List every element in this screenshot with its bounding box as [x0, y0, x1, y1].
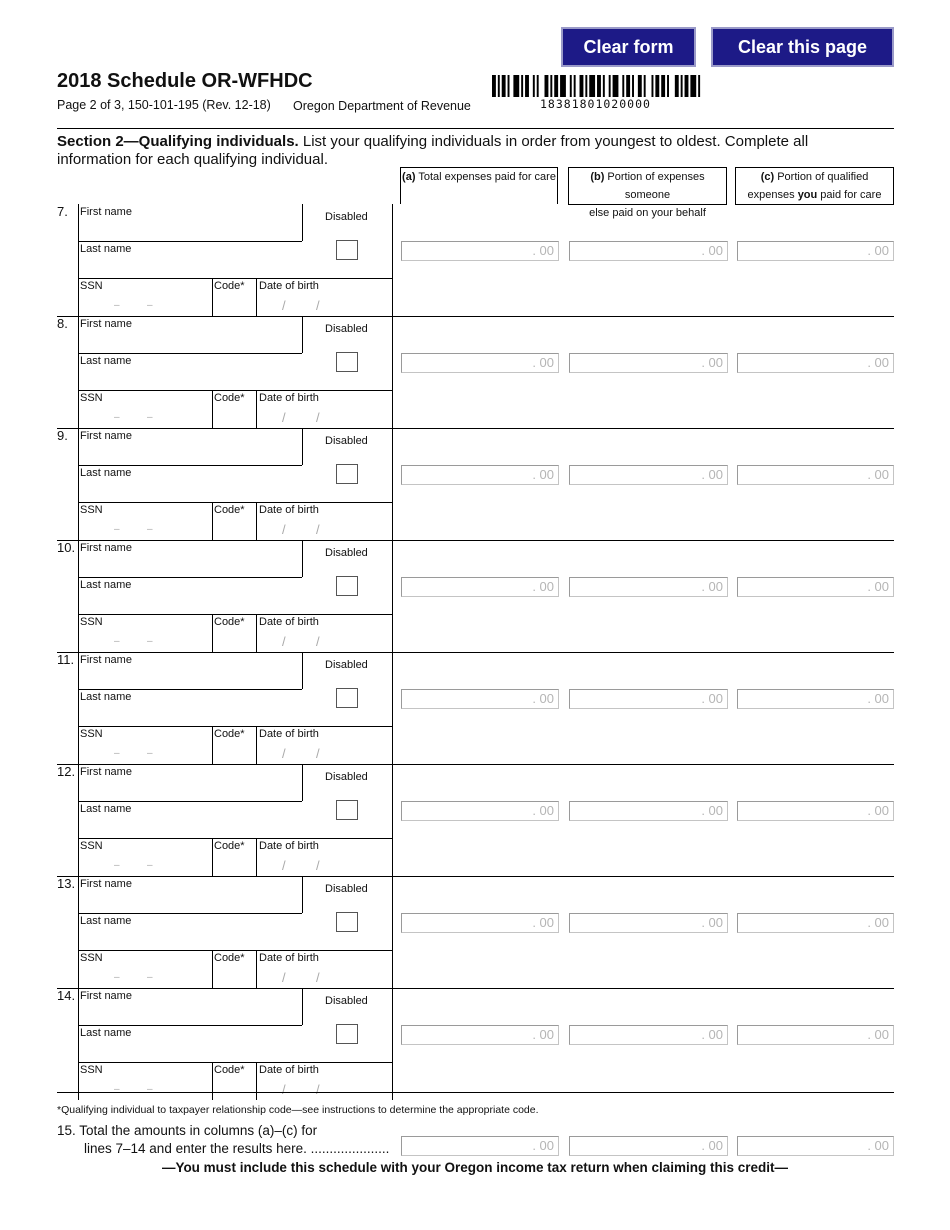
disabled-checkbox[interactable] [336, 1024, 358, 1044]
code-dob-divider [256, 726, 257, 764]
column-b-text-2: else paid on your behalf [589, 207, 706, 219]
dob-separator: / [316, 858, 320, 873]
barcode-bar [570, 75, 572, 97]
column-a-letter: (a) [402, 171, 416, 183]
first-name-underline [78, 465, 302, 466]
first-name-underline [78, 801, 302, 802]
dob-separator: / [316, 410, 320, 425]
dob-label: Date of birth [259, 728, 319, 740]
total-expenses-input[interactable]: . 00 [401, 353, 559, 373]
first-name-label: First name [80, 318, 132, 330]
last-name-label: Last name [80, 579, 132, 591]
total-expenses-input[interactable]: . 00 [401, 913, 559, 933]
ssn-label: SSN [80, 392, 103, 404]
column-c-text: Portion of qualified [774, 171, 869, 183]
you-paid-input[interactable]: . 00 [737, 913, 894, 933]
code-dob-divider [256, 950, 257, 988]
line15-total-b-input[interactable]: . 00 [569, 1136, 728, 1156]
ssn-separator: – [147, 412, 153, 423]
line-number: 10. [57, 540, 76, 555]
barcode-bar [638, 75, 642, 97]
dob-separator: / [282, 298, 286, 313]
barcode-bar [632, 75, 634, 97]
section-heading [57, 133, 857, 169]
column-header-a [400, 167, 558, 204]
ssn-label: SSN [80, 840, 103, 852]
first-name-label: First name [80, 430, 132, 442]
row-left-rule [78, 428, 79, 540]
ssn-separator: – [114, 636, 120, 647]
section-heading-bold: Section 2—Qualifying individuals. [57, 133, 299, 150]
ssn-code-divider [212, 390, 213, 428]
first-name-label: First name [80, 878, 132, 890]
row-left-rule [78, 316, 79, 428]
last-name-underline [78, 614, 392, 615]
disabled-checkbox[interactable] [336, 576, 358, 596]
disabled-checkbox[interactable] [336, 912, 358, 932]
qualifying-individual-row [57, 316, 894, 428]
column-c-text-2c: paid for care [817, 189, 882, 201]
column-b-letter: (b) [590, 171, 605, 183]
dob-label: Date of birth [259, 504, 319, 516]
ssn-separator: – [147, 972, 153, 983]
code-dob-divider [256, 838, 257, 876]
others-paid-input[interactable]: . 00 [569, 913, 728, 933]
ssn-label: SSN [80, 616, 103, 628]
dob-label: Date of birth [259, 1064, 319, 1076]
name-divider [302, 764, 303, 801]
barcode-bar [545, 75, 549, 97]
ssn-separator: – [114, 972, 120, 983]
ssn-separator: – [147, 748, 153, 759]
dob-separator: / [316, 298, 320, 313]
row-left-rule [78, 764, 79, 876]
barcode-bar [613, 75, 619, 97]
qualifying-individual-row [57, 540, 894, 652]
dob-label: Date of birth [259, 840, 319, 852]
first-name-label: First name [80, 206, 132, 218]
header-divider [57, 128, 894, 129]
dob-separator: / [316, 634, 320, 649]
dob-separator: / [282, 410, 286, 425]
row-top-rule [57, 876, 894, 877]
you-paid-input[interactable]: . 00 [737, 1025, 894, 1045]
barcode-bar [661, 75, 665, 97]
ssn-separator: – [147, 1084, 153, 1095]
ssn-label: SSN [80, 1064, 103, 1076]
row-mid-rule [392, 876, 393, 988]
column-c-text-2b: you [797, 189, 818, 201]
total-expenses-input[interactable]: . 00 [401, 801, 559, 821]
last-name-label: Last name [80, 915, 132, 927]
row-top-rule [57, 428, 894, 429]
others-paid-input[interactable]: . 00 [569, 465, 728, 485]
barcode-bar [675, 75, 679, 97]
line-number: 14. [57, 988, 76, 1003]
code-dob-divider [256, 278, 257, 316]
barcode-bar [574, 75, 576, 97]
qualifying-individual-row [57, 204, 894, 316]
qualifying-individual-row [57, 988, 894, 1100]
total-expenses-input[interactable]: . 00 [401, 577, 559, 597]
row-mid-rule [392, 316, 393, 428]
row-mid-rule [392, 428, 393, 540]
barcode-bar [560, 75, 566, 97]
disabled-label: Disabled [325, 883, 368, 895]
disabled-label: Disabled [325, 435, 368, 447]
department-name: Oregon Department of Revenue [293, 99, 471, 113]
barcode-bar [554, 75, 558, 97]
line-number: 11. [57, 652, 75, 667]
ssn-code-divider [212, 1062, 213, 1100]
dob-separator: / [282, 634, 286, 649]
code-label: Code* [214, 504, 245, 516]
row-top-rule [57, 988, 894, 989]
barcode-bar [681, 75, 683, 97]
column-header-c [735, 167, 894, 205]
ssn-separator: – [147, 636, 153, 647]
dob-separator: / [282, 1082, 286, 1097]
row-left-rule [78, 204, 79, 316]
row-top-rule [57, 540, 894, 541]
form-title: 2018 Schedule OR-WFHDC [57, 70, 313, 92]
barcode-image [492, 75, 704, 97]
row-mid-rule [392, 988, 393, 1100]
ssn-separator: – [114, 412, 120, 423]
first-name-label: First name [80, 766, 132, 778]
column-b-text: Portion of expenses someone [604, 171, 705, 201]
line-number: 12. [57, 764, 76, 779]
disabled-label: Disabled [325, 995, 368, 1007]
row-mid-rule [392, 652, 393, 764]
barcode-bar [502, 75, 506, 97]
ssn-separator: – [147, 860, 153, 871]
code-label: Code* [214, 728, 245, 740]
barcode-bar [533, 75, 535, 97]
last-name-label: Last name [80, 691, 132, 703]
code-label: Code* [214, 392, 245, 404]
disabled-checkbox[interactable] [336, 464, 358, 484]
last-name-underline [78, 726, 392, 727]
total-expenses-input[interactable]: . 00 [401, 689, 559, 709]
qualifying-individual-row [57, 876, 894, 988]
ssn-separator: – [114, 748, 120, 759]
ssn-separator: – [114, 300, 120, 311]
column-c-letter: (c) [760, 171, 775, 183]
section-heading-text: List your qualifying individuals in order from youngest to oldest. Complete all information for each qualifying individual. [57, 133, 809, 168]
row-top-rule [57, 764, 894, 765]
column-c-text-2a: expenses [747, 189, 798, 201]
you-paid-input[interactable]: . 00 [737, 465, 894, 485]
last-name-label: Last name [80, 1027, 132, 1039]
code-dob-divider [256, 390, 257, 428]
row-top-rule [57, 316, 894, 317]
dob-separator: / [282, 858, 286, 873]
dob-separator: / [316, 970, 320, 985]
ssn-separator: – [147, 300, 153, 311]
ssn-label: SSN [80, 280, 103, 292]
total-expenses-input[interactable]: . 00 [401, 241, 559, 261]
ssn-label: SSN [80, 504, 103, 516]
code-label: Code* [214, 840, 245, 852]
last-name-label: Last name [80, 355, 132, 367]
barcode-bar [550, 75, 552, 97]
disabled-checkbox[interactable] [336, 240, 358, 260]
row-left-rule [78, 652, 79, 764]
others-paid-input[interactable]: . 00 [569, 353, 728, 373]
barcode-bar [698, 75, 700, 97]
dob-separator: / [282, 746, 286, 761]
you-paid-input[interactable]: . 00 [737, 353, 894, 373]
disabled-label: Disabled [325, 211, 368, 223]
barcode-bar [609, 75, 611, 97]
barcode-bar [685, 75, 689, 97]
others-paid-input[interactable]: . 00 [569, 241, 728, 261]
include-schedule-notice: —You must include this schedule with your Oregon income tax return when claiming this credit— [161, 1160, 789, 1175]
ssn-separator: – [147, 524, 153, 535]
you-paid-input[interactable]: . 00 [737, 689, 894, 709]
first-name-label: First name [80, 990, 132, 1002]
disabled-label: Disabled [325, 547, 368, 559]
others-paid-input[interactable]: . 00 [569, 1025, 728, 1045]
code-label: Code* [214, 952, 245, 964]
you-paid-input[interactable]: . 00 [737, 241, 894, 261]
page-info: Page 2 of 3, 150-101-195 (Rev. 12-18) [57, 98, 271, 112]
disabled-label: Disabled [325, 771, 368, 783]
last-name-underline [78, 950, 392, 951]
barcode-bar [667, 75, 669, 97]
ssn-separator: – [114, 524, 120, 535]
line-number: 9. [57, 428, 68, 443]
dob-separator: / [316, 746, 320, 761]
others-paid-input[interactable]: . 00 [569, 577, 728, 597]
dob-separator: / [282, 522, 286, 537]
ssn-code-divider [212, 726, 213, 764]
row-mid-rule [392, 764, 393, 876]
others-paid-input[interactable]: . 00 [569, 801, 728, 821]
first-name-underline [78, 577, 302, 578]
last-name-underline [78, 390, 392, 391]
barcode-bar [508, 75, 510, 97]
line-number: 7. [57, 204, 68, 219]
you-paid-input[interactable]: . 00 [737, 577, 894, 597]
dob-label: Date of birth [259, 392, 319, 404]
last-name-label: Last name [80, 243, 132, 255]
dob-label: Date of birth [259, 616, 319, 628]
clear-form-button[interactable]: Clear form [561, 27, 696, 67]
disabled-label: Disabled [325, 323, 368, 335]
barcode-bar [651, 75, 653, 97]
total-expenses-input[interactable]: . 00 [401, 465, 559, 485]
ssn-separator: – [114, 860, 120, 871]
ssn-code-divider [212, 950, 213, 988]
name-divider [302, 428, 303, 465]
disabled-checkbox[interactable] [336, 688, 358, 708]
barcode-bar [655, 75, 659, 97]
row-left-rule [78, 540, 79, 652]
disabled-label: Disabled [325, 659, 368, 671]
code-dob-divider [256, 614, 257, 652]
barcode-bar [597, 75, 601, 97]
row-left-rule [78, 988, 79, 1100]
disabled-checkbox[interactable] [336, 800, 358, 820]
table-bottom-rule [57, 1092, 894, 1093]
column-a-text: Total expenses paid for care [415, 171, 556, 183]
name-divider [302, 204, 303, 241]
code-label: Code* [214, 280, 245, 292]
last-name-label: Last name [80, 803, 132, 815]
first-name-label: First name [80, 654, 132, 666]
barcode-bar [626, 75, 630, 97]
row-mid-rule [392, 540, 393, 652]
barcode-bar [589, 75, 595, 97]
ssn-code-divider [212, 278, 213, 316]
first-name-underline [78, 913, 302, 914]
first-name-underline [78, 689, 302, 690]
clear-page-button[interactable]: Clear this page [711, 27, 894, 67]
line15-label: 15. Total the amounts in columns (a)–(c) for [57, 1123, 318, 1138]
line15-total-a-input[interactable]: . 00 [401, 1136, 559, 1156]
last-name-underline [78, 278, 392, 279]
ssn-label: SSN [80, 952, 103, 964]
code-label: Code* [214, 1064, 245, 1076]
row-mid-rule [392, 204, 393, 316]
barcode-bar [603, 75, 605, 97]
barcode-bar [644, 75, 646, 97]
barcode-bar [521, 75, 523, 97]
name-divider [302, 540, 303, 577]
line-number: 13. [57, 876, 76, 891]
dob-separator: / [282, 970, 286, 985]
first-name-underline [78, 241, 302, 242]
dob-label: Date of birth [259, 280, 319, 292]
dob-separator: / [316, 522, 320, 537]
last-name-underline [78, 838, 392, 839]
barcode-bar [580, 75, 584, 97]
name-divider [302, 988, 303, 1025]
last-name-underline [78, 1062, 392, 1063]
barcode-bar [498, 75, 500, 97]
barcode-bar [513, 75, 519, 97]
disabled-checkbox[interactable] [336, 352, 358, 372]
barcode-number: 18381801020000 [540, 97, 651, 111]
code-label: Code* [214, 616, 245, 628]
you-paid-input[interactable]: . 00 [737, 801, 894, 821]
dob-label: Date of birth [259, 952, 319, 964]
name-divider [302, 876, 303, 913]
relationship-code-footnote: *Qualifying individual to taxpayer relationship code—see instructions to determine the appropriate code. [57, 1104, 539, 1116]
row-left-rule [78, 876, 79, 988]
column-header-b [568, 167, 727, 219]
total-expenses-input[interactable]: . 00 [401, 1025, 559, 1045]
row-top-rule [57, 652, 894, 653]
last-name-label: Last name [80, 467, 132, 479]
first-name-label: First name [80, 542, 132, 554]
line15-label-2: lines 7–14 and enter the results here. ..................... [84, 1141, 390, 1156]
first-name-underline [78, 1025, 302, 1026]
name-divider [302, 652, 303, 689]
qualifying-individual-row [57, 764, 894, 876]
ssn-label: SSN [80, 728, 103, 740]
dob-separator: / [316, 1082, 320, 1097]
qualifying-individual-row [57, 428, 894, 540]
barcode-bar [690, 75, 696, 97]
code-dob-divider [256, 1062, 257, 1100]
qualifying-individual-row [57, 652, 894, 764]
barcode-bar [492, 75, 496, 97]
last-name-underline [78, 502, 392, 503]
ssn-code-divider [212, 502, 213, 540]
ssn-separator: – [114, 1084, 120, 1095]
code-dob-divider [256, 502, 257, 540]
barcode-bar [622, 75, 624, 97]
first-name-underline [78, 353, 302, 354]
line15-total-c-input[interactable]: . 00 [737, 1136, 894, 1156]
ssn-code-divider [212, 614, 213, 652]
others-paid-input[interactable]: . 00 [569, 689, 728, 709]
barcode-bar [537, 75, 539, 97]
line-number: 8. [57, 316, 68, 331]
name-divider [302, 316, 303, 353]
ssn-code-divider [212, 838, 213, 876]
barcode-bar [585, 75, 587, 97]
barcode-bar [525, 75, 529, 97]
